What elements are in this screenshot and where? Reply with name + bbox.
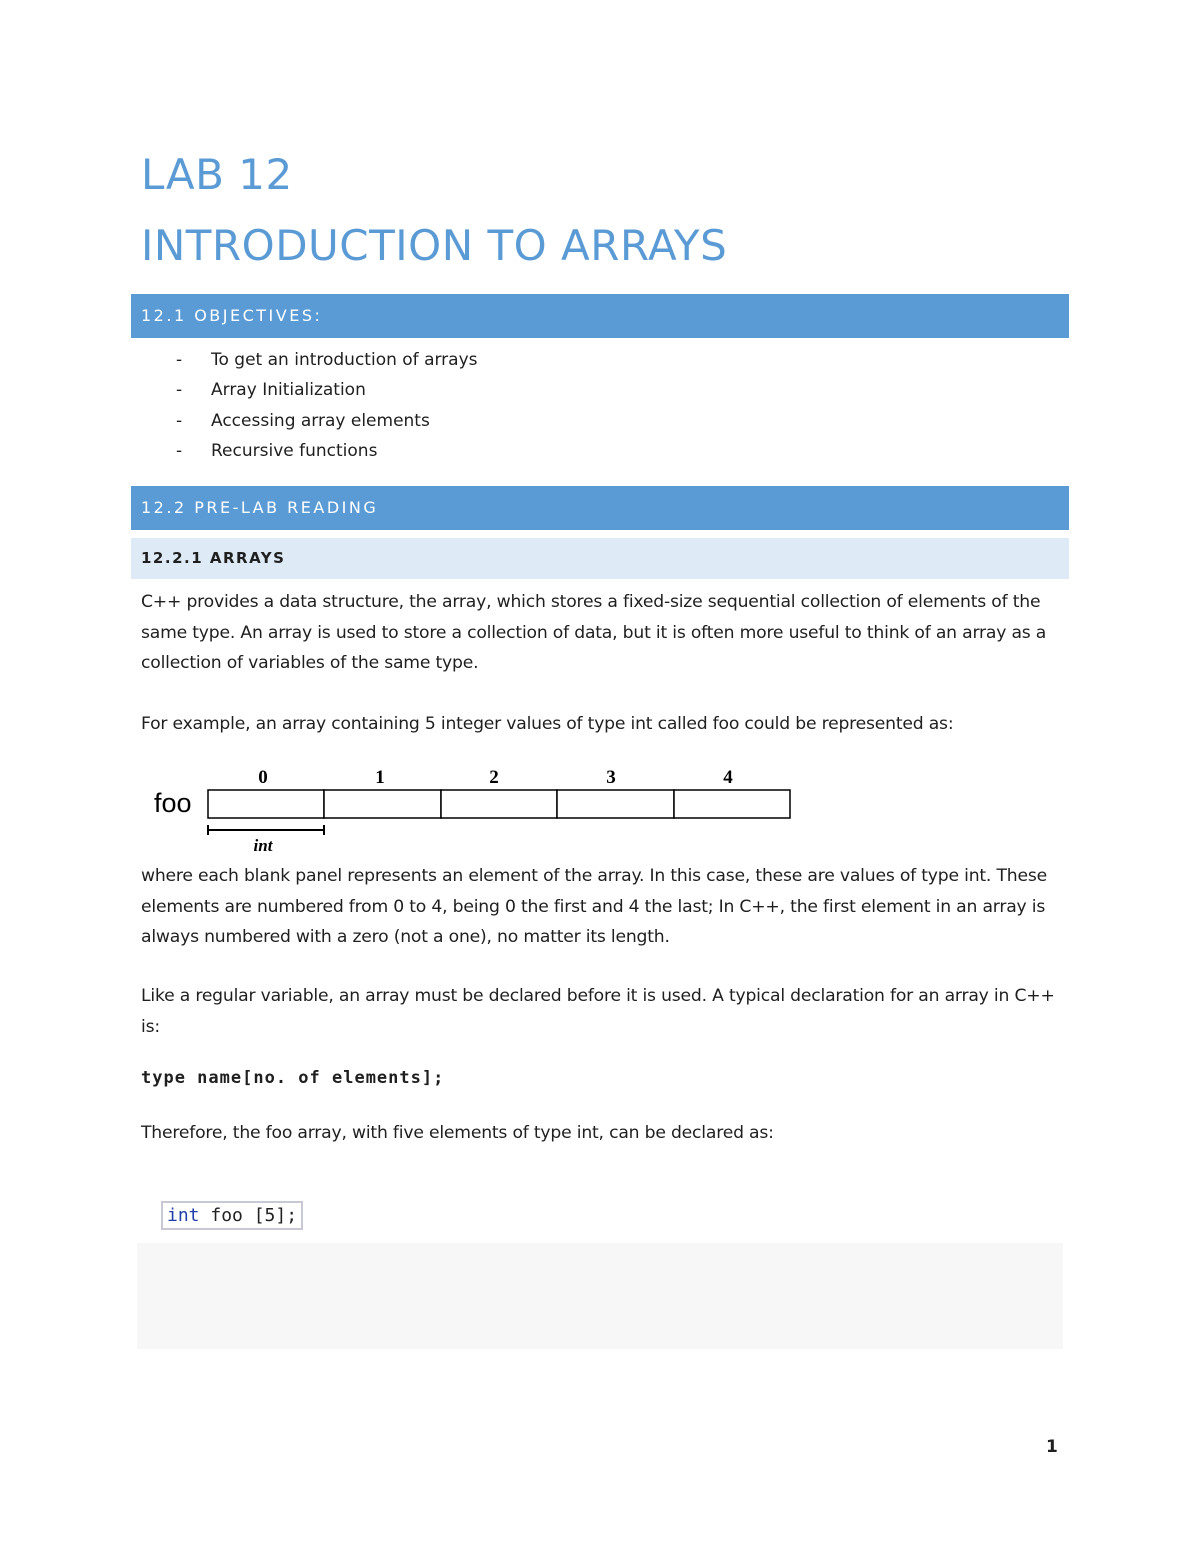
objectives-heading: 12.1 OBJECTIVES:	[141, 306, 323, 325]
element-type-label: int	[253, 836, 273, 855]
objective-text: Accessing array elements	[211, 410, 430, 431]
bullet-dash: -	[176, 350, 183, 370]
array-cell	[557, 790, 674, 818]
bullet-dash: -	[176, 440, 183, 461]
code-panel-background	[137, 1243, 1063, 1349]
paragraph-declaration: Like a regular variable, an array must be declared before it is used. A typical declaration for an array in C++ is:	[141, 986, 1055, 1037]
index-label: 2	[489, 767, 499, 788]
bullet-dash: -	[176, 410, 183, 431]
bullet-dash: -	[176, 380, 183, 401]
index-label: 1	[375, 767, 385, 788]
lab-title: LAB 12	[141, 150, 293, 199]
code-keyword: int	[167, 1205, 200, 1226]
lab-subtitle: INTRODUCTION TO ARRAYS	[141, 221, 728, 270]
objectives-heading-bar	[131, 294, 1069, 338]
array-name-label: foo	[154, 788, 192, 818]
array-diagram	[150, 760, 810, 860]
code-example	[161, 1201, 303, 1230]
code-rest: foo [5];	[199, 1205, 298, 1226]
array-cell	[441, 790, 557, 818]
arrays-heading: 12.2.1 ARRAYS	[141, 549, 286, 567]
page-number: 1	[1046, 1437, 1058, 1457]
paragraph-example: For example, an array containing 5 integer values of type int called foo could be represented as:	[141, 714, 954, 734]
array-cell	[208, 790, 324, 818]
index-label: 4	[723, 767, 733, 788]
index-label: 0	[258, 767, 268, 788]
arrays-heading-bar	[131, 538, 1069, 579]
code-declaration-syntax: type name[no. of elements];	[141, 1068, 445, 1088]
element-size-bracket	[208, 825, 324, 835]
array-cell	[674, 790, 790, 818]
paragraph-intro: C++ provides a data structure, the array, which stores a fixed-size sequential collection of elements of the same type. An array is used to store a collection of data, but it is often more useful to think of an array as a collection of variables of the same type.	[141, 592, 1047, 673]
prelab-heading: 12.2 PRE-LAB READING	[141, 498, 379, 517]
paragraph-foo-declare: Therefore, the foo array, with five elements of type int, can be declared as:	[141, 1123, 774, 1143]
prelab-heading-bar	[131, 486, 1069, 530]
index-label: 3	[606, 767, 616, 788]
objective-text: Array Initialization	[211, 380, 366, 401]
objective-text: To get an introduction of arrays	[211, 350, 478, 370]
paragraph-explanation: where each blank panel represents an element of the array. In this case, these are values of type int. These elements are numbered from 0 to 4, being 0 the first and 4 the last; In C++, the first element in an array is always numbered with a zero (not a one), no matter its length.	[141, 866, 1047, 947]
objective-text: Recursive functions	[211, 440, 378, 461]
array-cell	[324, 790, 441, 818]
